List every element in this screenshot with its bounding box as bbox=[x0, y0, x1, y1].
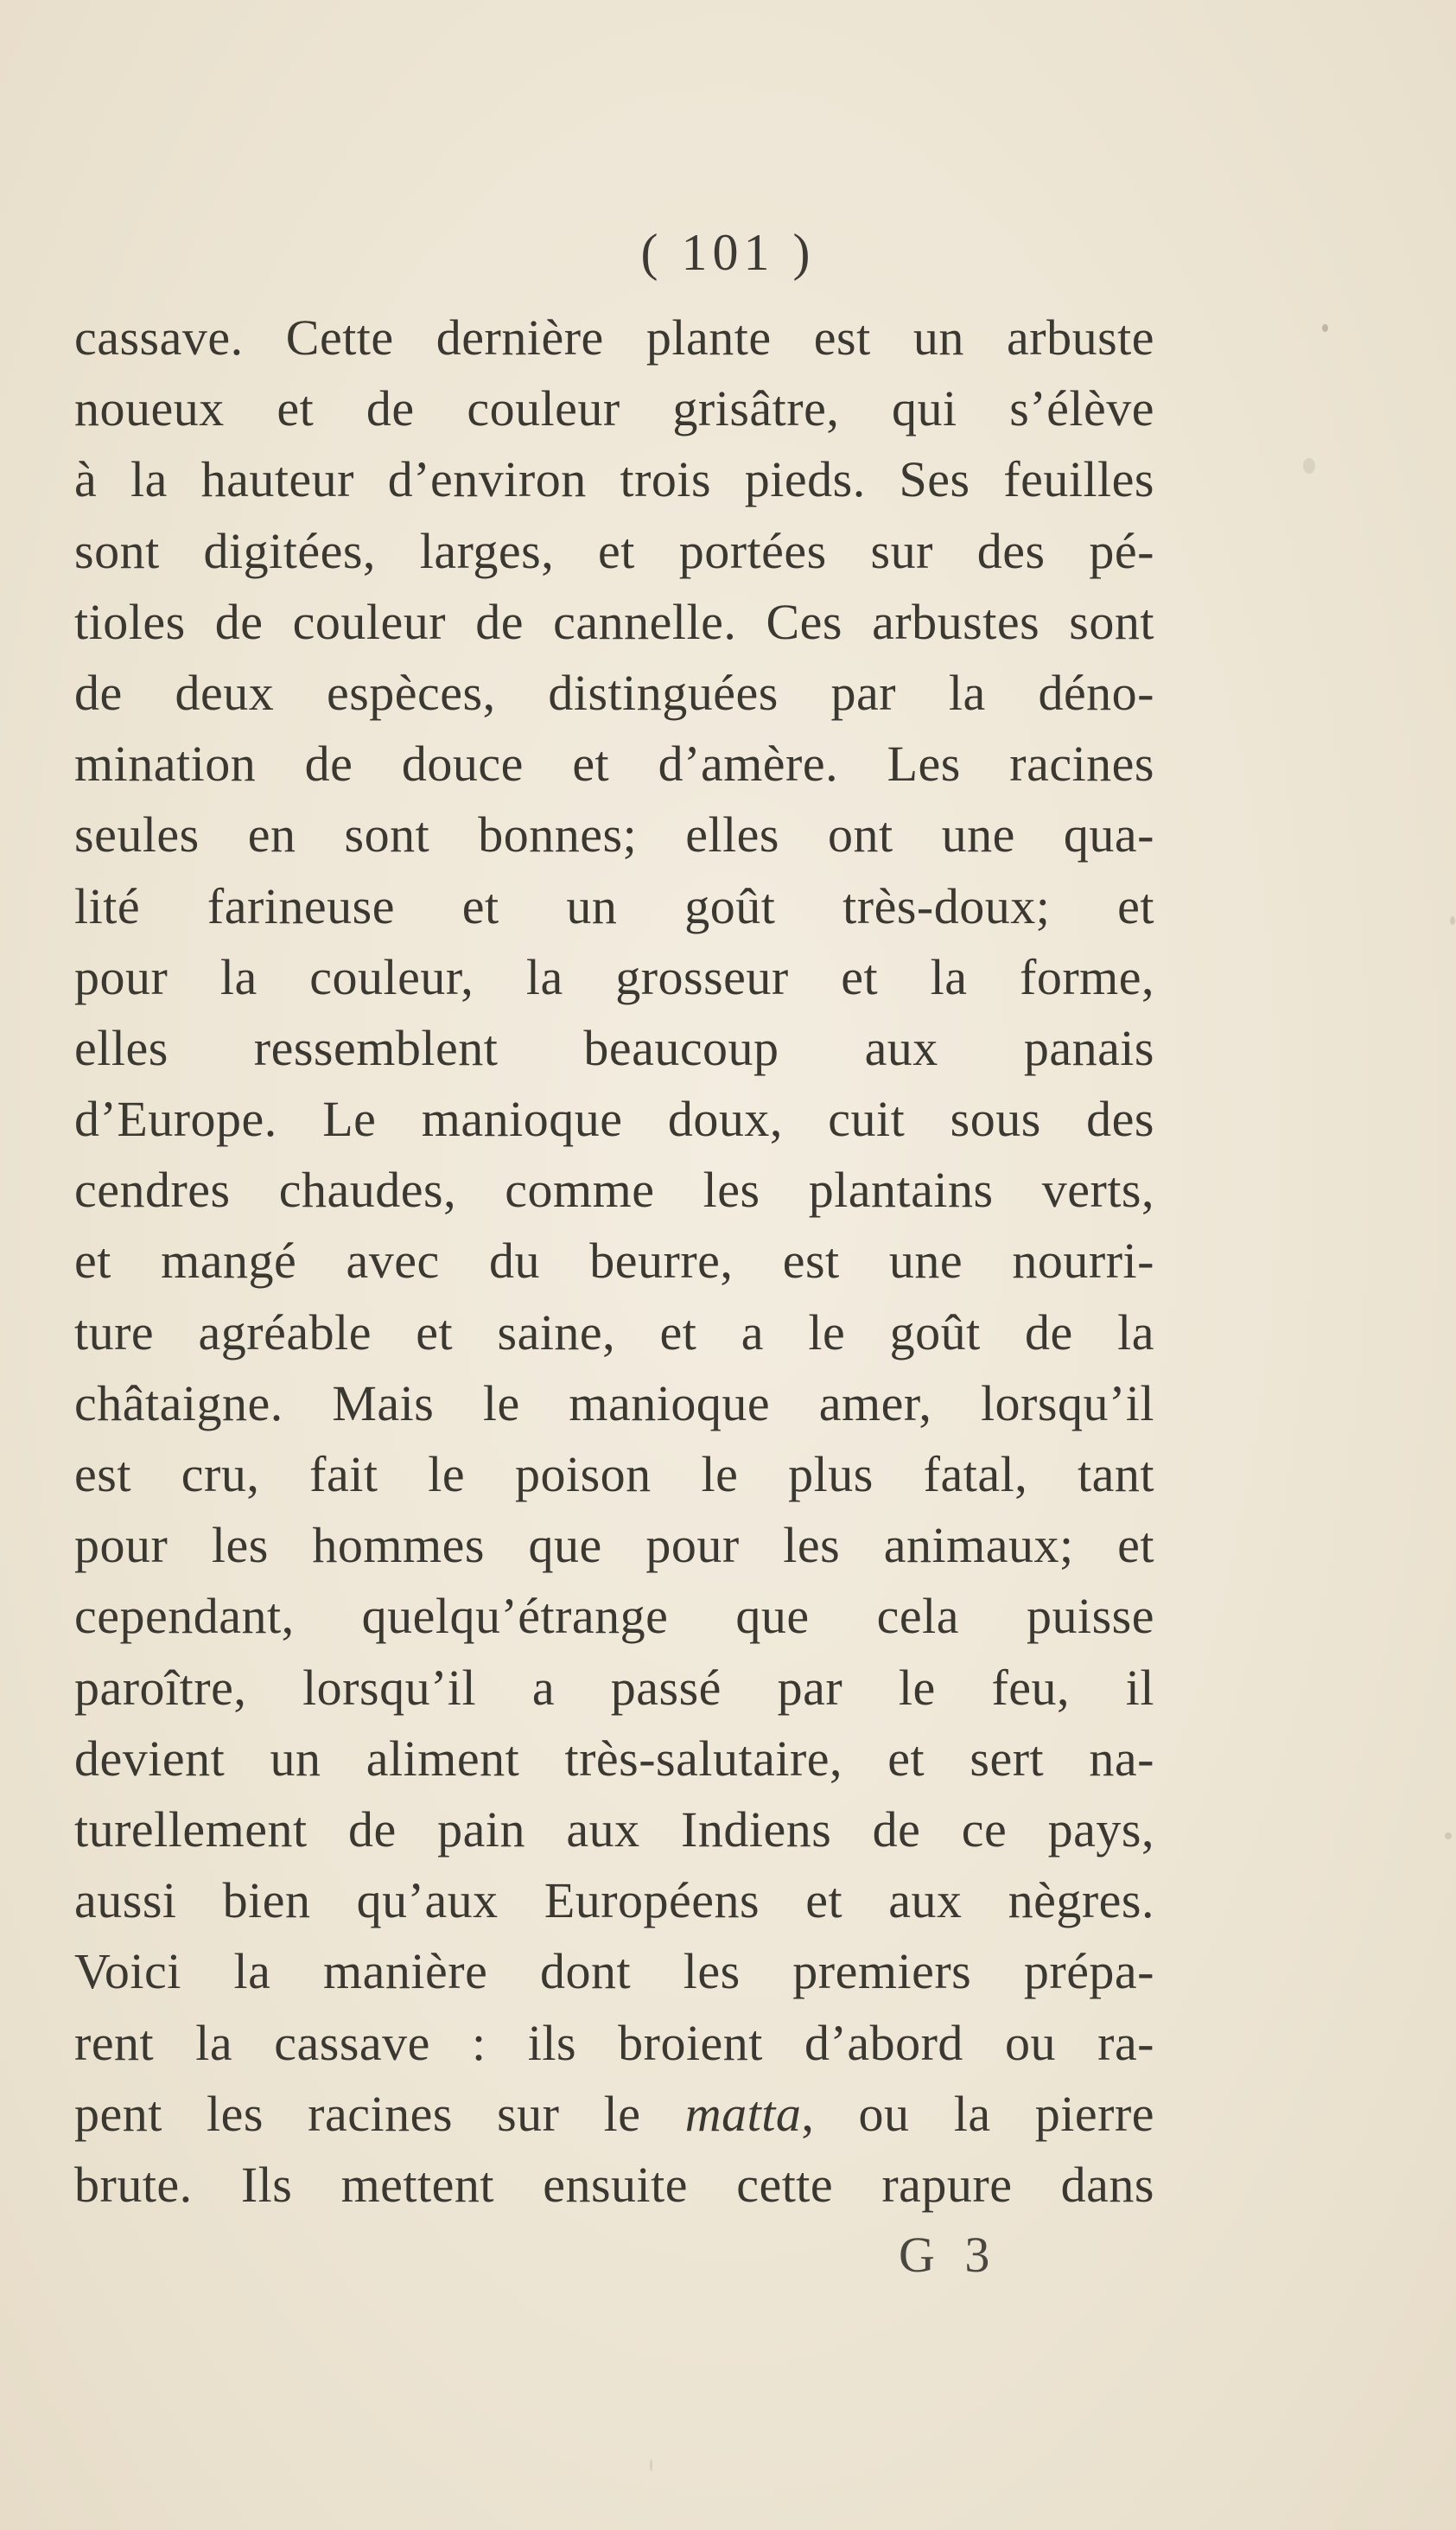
text-line: aussi bien qu’aux Européens et aux nègres. bbox=[74, 1872, 1154, 1929]
body-text bbox=[74, 303, 1154, 2221]
page-number-header: ( 101 ) bbox=[640, 224, 816, 281]
text-line: pour les hommes que pour les animaux; et bbox=[74, 1517, 1154, 1574]
text-line-with-italic: pent les racines sur le matta, ou la pierre bbox=[74, 2085, 1154, 2142]
text-line: à la hauteur d’environ trois pieds. Ses feuilles bbox=[74, 451, 1154, 508]
text-line: devient un aliment très-salutaire, et sert na- bbox=[74, 1730, 1154, 1787]
text-line: turellement de pain aux Indiens de ce pays, bbox=[74, 1800, 1154, 1858]
text-line: d’Europe. Le manioque doux, cuit sous des bbox=[74, 1091, 1154, 1148]
text-line: ture agréable et saine, et a le goût de la bbox=[74, 1303, 1154, 1361]
text-line: de deux espèces, distinguées par la déno- bbox=[74, 664, 1154, 721]
text-line: pour la couleur, la grosseur et la forme, bbox=[74, 948, 1154, 1005]
text-line: cendres chaudes, comme les plantains verts, bbox=[74, 1162, 1154, 1219]
text-line: est cru, fait le poison le plus fatal, tant bbox=[74, 1446, 1154, 1502]
text-line: tioles de couleur de cannelle. Ces arbustes sont bbox=[74, 593, 1154, 650]
text-line: elles ressemblent beaucoup aux panais bbox=[74, 1019, 1154, 1076]
signature-mark: G 3 bbox=[899, 2227, 999, 2283]
paper-speck bbox=[1445, 1832, 1452, 1839]
text-line: Voici la manière dont les premiers prépa- bbox=[74, 1943, 1154, 2000]
text-line: lité farineuse et un goût très-doux; et bbox=[74, 877, 1154, 934]
text-line: noueux et de couleur grisâtre, qui s’élève bbox=[74, 380, 1154, 437]
text-line: brute. Ils mettent ensuite cette rapure dans bbox=[74, 2156, 1154, 2213]
text-line: seules en sont bonnes; elles ont une qua- bbox=[74, 806, 1154, 864]
text-line: cassave. Cette dernière plante est un arbuste bbox=[74, 309, 1154, 366]
text-line: sont digitées, larges, et portées sur des pé- bbox=[74, 522, 1154, 579]
text-line: paroître, lorsqu’il a passé par le feu, il bbox=[74, 1659, 1154, 1716]
text-line: rent la cassave : ils broient d’abord ou ra- bbox=[74, 2014, 1154, 2071]
text-line: châtaigne. Mais le manioque amer, lorsqu’il bbox=[74, 1374, 1154, 1431]
paper-speck bbox=[1303, 458, 1315, 474]
text-line: mination de douce et d’amère. Les racines bbox=[74, 736, 1154, 793]
text-line: cependant, quelqu’étrange que cela puisse bbox=[74, 1588, 1154, 1645]
paper-speck bbox=[1322, 324, 1328, 332]
text-line: et mangé avec du beurre, est une nourri- bbox=[74, 1233, 1154, 1290]
paper-speck bbox=[1450, 916, 1455, 925]
italic-term: matta bbox=[684, 2085, 802, 2142]
paper-speck bbox=[650, 2459, 652, 2471]
